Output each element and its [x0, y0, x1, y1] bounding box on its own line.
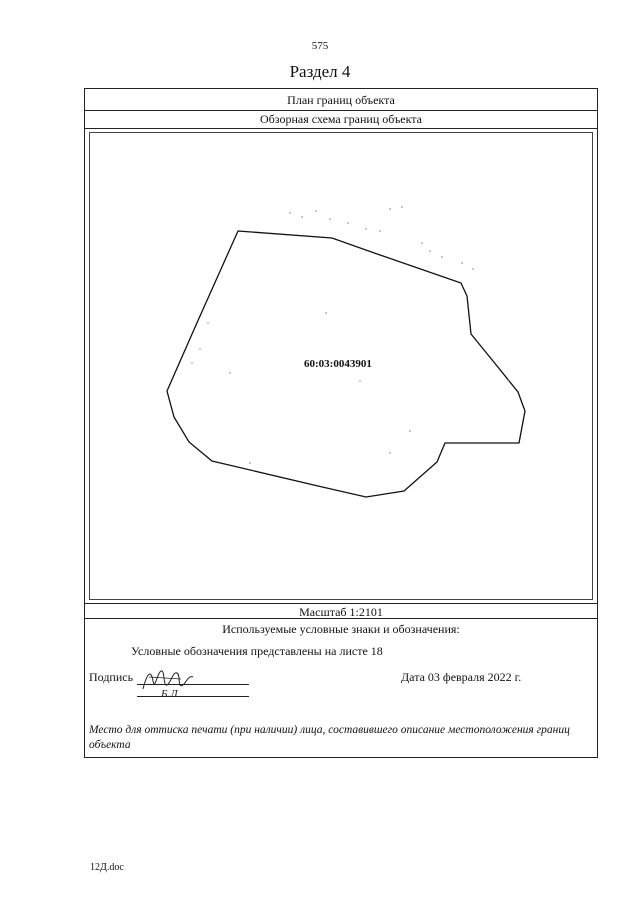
scale-label: Масштаб 1:2101 [85, 603, 597, 619]
date-text: Дата 03 февраля 2022 г. [401, 670, 522, 684]
page-number: 575 [311, 40, 329, 52]
legend-text: Условные обозначения представлены на листе 18 [131, 644, 383, 658]
section-title: Раздел 4 [289, 62, 351, 81]
plan-title: План границ объекта [85, 89, 597, 111]
scheme-title: Обзорная схема границ объекта [85, 111, 597, 129]
parcel-label: 60:03:0043901 [304, 358, 372, 370]
signature-line-2 [137, 696, 249, 697]
signature-label: Подпись [89, 670, 134, 684]
legend-heading: Используемые условные знаки и обозначения: [222, 622, 460, 636]
handwritten-signature [137, 663, 197, 699]
stamp-note: Место для оттиска печати (при наличии) лица, составившего описание местоположения границ объекта [89, 724, 570, 751]
overview-map [89, 132, 593, 600]
boundary-plan-frame [84, 88, 598, 758]
signature-initials: Б.Л [161, 688, 178, 699]
boundary-map-svg [90, 133, 592, 599]
footer-doc-name: 12Д.doc [90, 862, 124, 873]
